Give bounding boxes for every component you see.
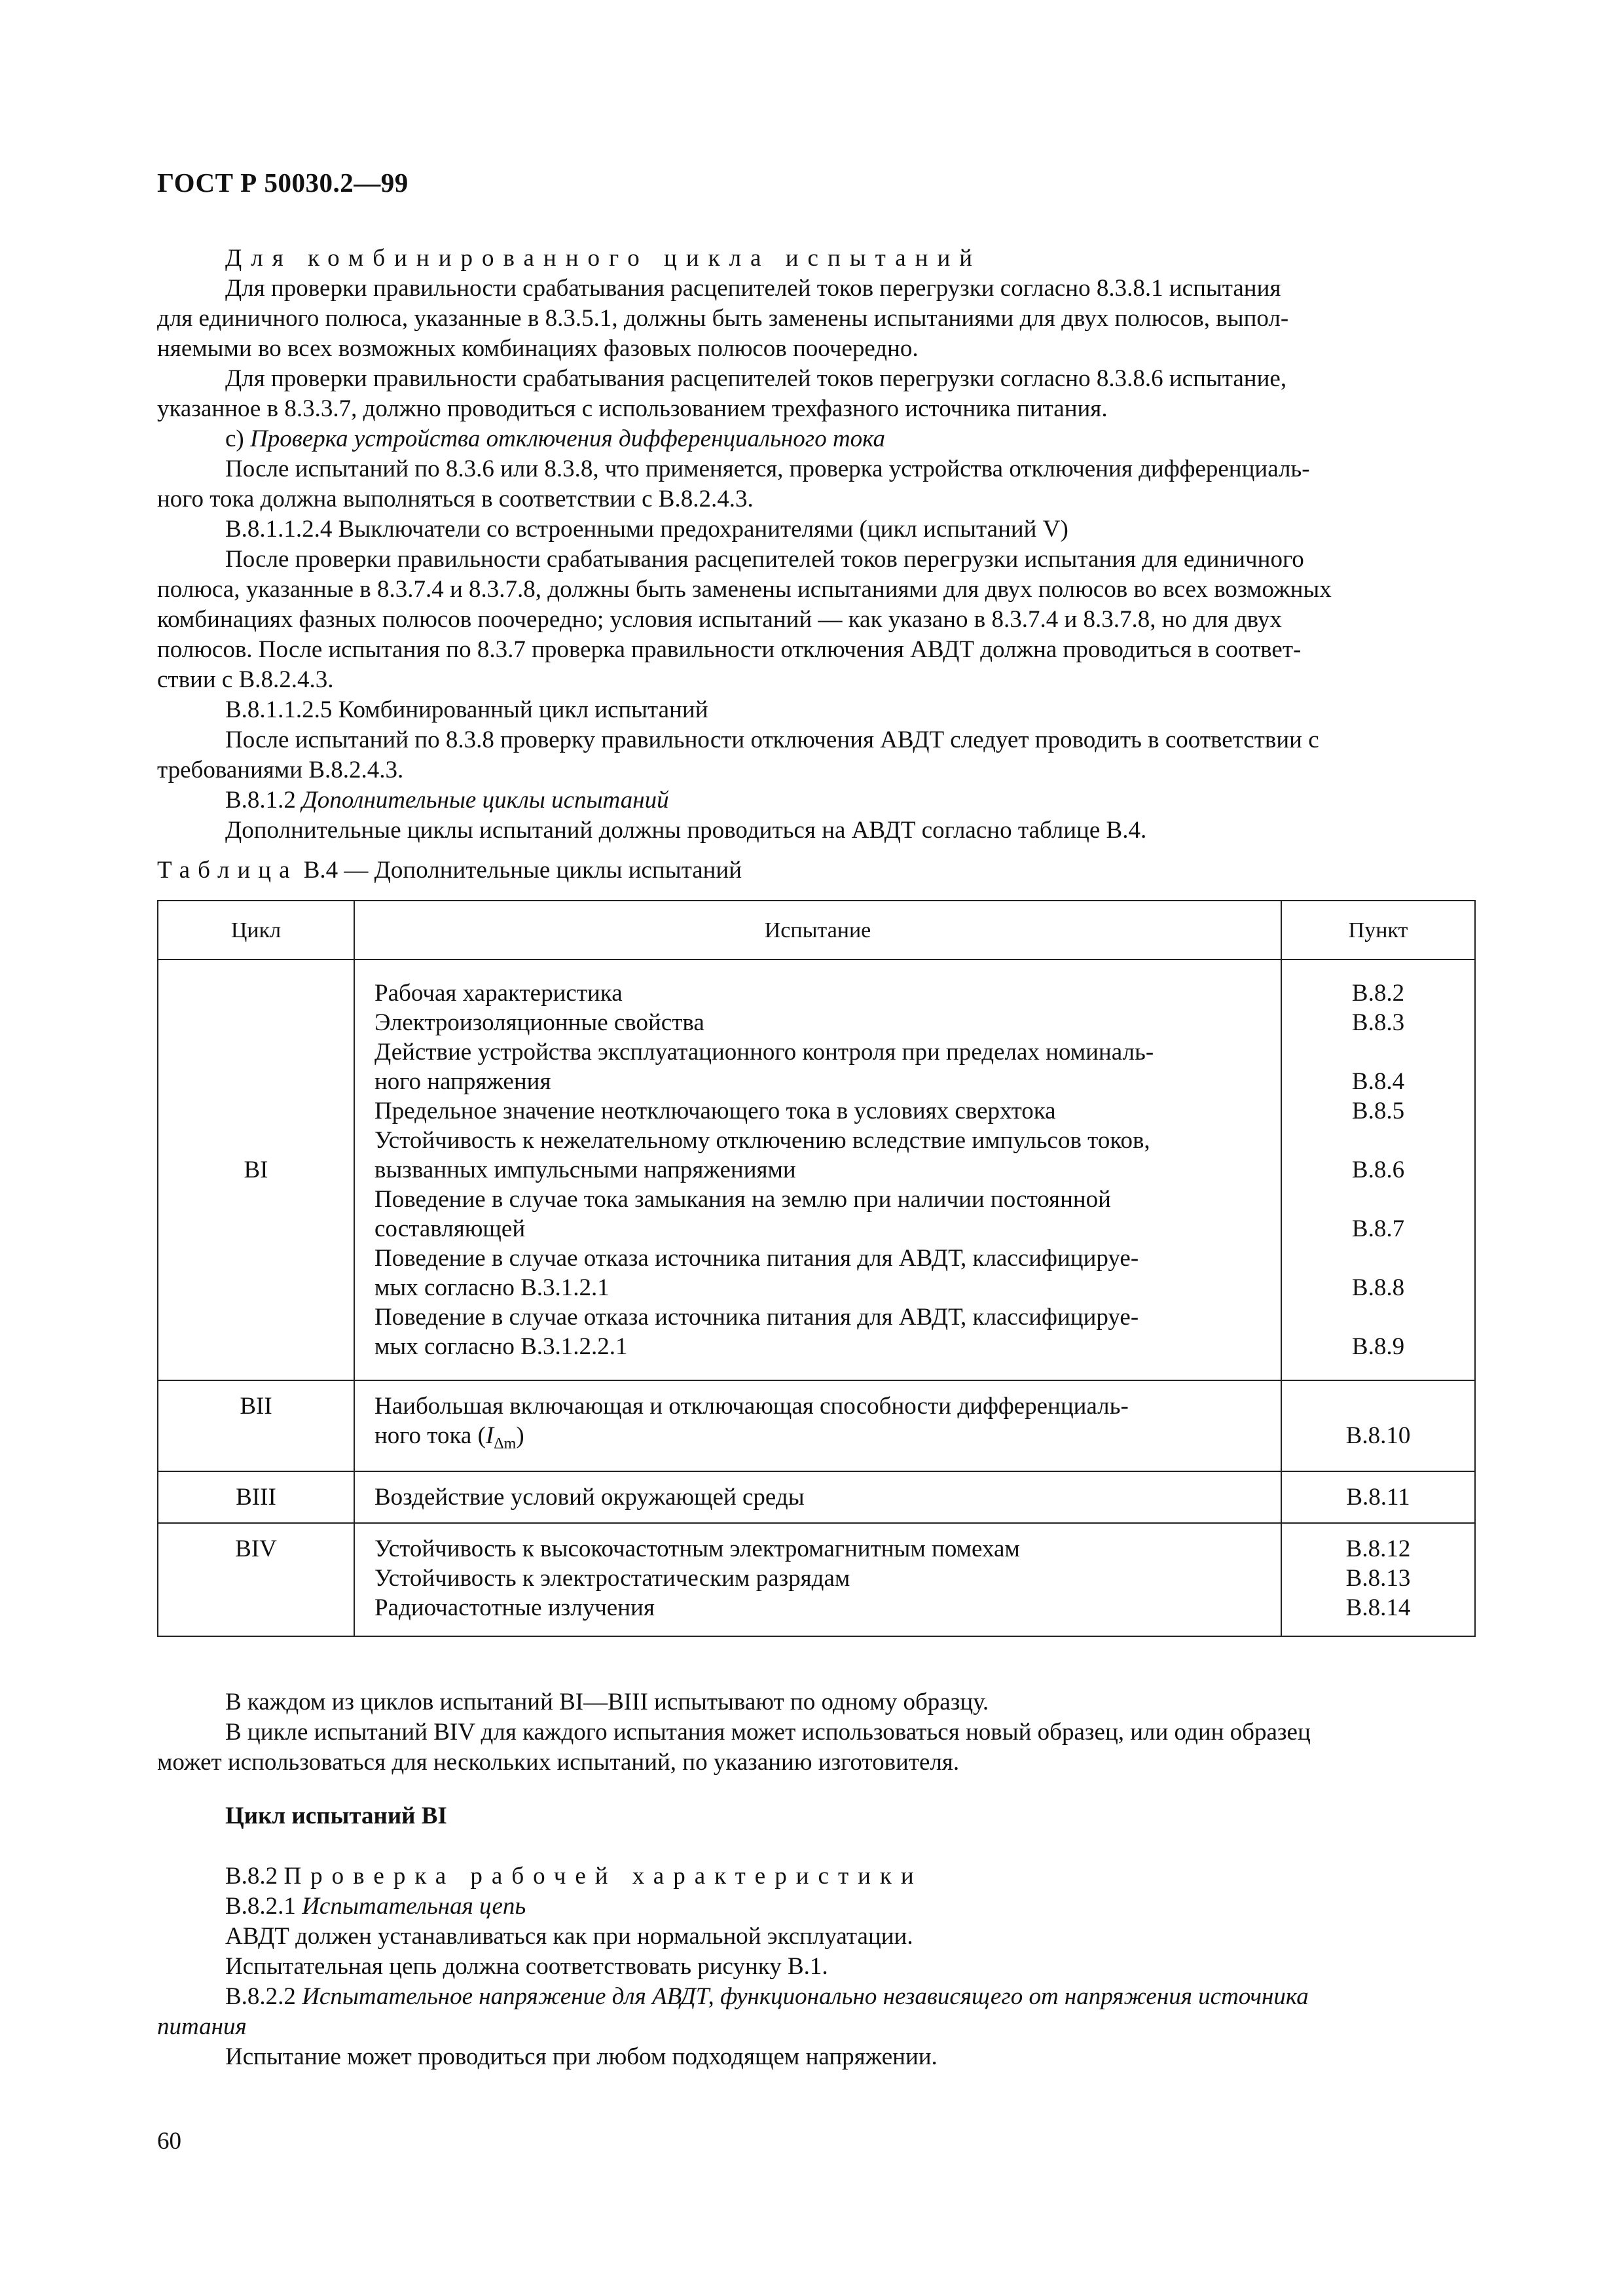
- text-line: питания: [157, 2013, 247, 2040]
- paragraph: АВДТ должен устанавливаться как при нормальной эксплуатации.: [225, 1923, 913, 1950]
- document-header: ГОСТ Р 50030.2—99: [157, 168, 409, 198]
- paragraph: Для проверки правильности срабатывания расцепителей токов перегрузки согласно 8.3.8.6 испытание,: [225, 365, 1287, 392]
- text-line: няемыми во всех возможных комбинациях фазовых полюсов поочередно.: [157, 335, 919, 362]
- header-cycle: Цикл: [158, 901, 354, 960]
- text-line: ного тока должна выполняться в соответствии с В.8.2.4.3.: [157, 486, 754, 512]
- paragraph: Для проверки правильности срабатывания расцепителей токов перегрузки согласно 8.3.8.1 испытания: [225, 275, 1281, 302]
- paragraph: В каждом из циклов испытаний BI—BIII испытывают по одному образцу.: [225, 1689, 989, 1715]
- point-cell: В.8.12 В.8.13 В.8.14: [1281, 1523, 1475, 1636]
- test-cell: Воздействие условий окружающей среды: [354, 1471, 1281, 1523]
- table-row: [158, 1471, 1475, 1523]
- text-line: указанное в 8.3.3.7, должно проводиться с использованием трехфазного источника питания.: [157, 395, 1108, 422]
- cycle-cell: BIV: [158, 1523, 354, 1636]
- table-row: [158, 960, 1475, 1380]
- text-line: комбинациях фазных полюсов поочередно; условия испытаний — как указано в 8.3.7.4 и 8.3.7.8, но для двух: [157, 606, 1282, 633]
- text-line: полюсов. После испытания по 8.3.7 проверка правильности отключения АВДТ должна проводиться в соответ-: [157, 636, 1302, 663]
- text-line: может использоваться для нескольких испытаний, по указанию изготовителя.: [157, 1749, 960, 1776]
- clause-heading: В.8.2 Проверка рабочей характеристики: [225, 1863, 923, 1890]
- point-cell: В.8.10: [1281, 1380, 1475, 1471]
- header-test: Испытание: [354, 901, 1281, 960]
- lower-text: [157, 1687, 1476, 1778]
- spaced-heading: Для комбинированного цикла испытаний: [225, 245, 982, 272]
- point-cell: В.8.11: [1281, 1471, 1475, 1523]
- clause-heading: В.8.2.2 Испытательное напряжение для АВДТ, функционально независящего от напряжения источника: [225, 1983, 1309, 2010]
- section-b82: [157, 1861, 1476, 2072]
- clause-heading: В.8.1.2 Дополнительные циклы испытаний: [225, 787, 669, 814]
- test-cell: Устойчивость к высокочастотным электромагнитным помехам Устойчивость к электростатическим разрядам Радиочастотные излучения: [354, 1523, 1281, 1636]
- cycle-heading-block: [157, 1801, 1476, 1831]
- clause-heading: В.8.1.1.2.4 Выключатели со встроенными предохранителями (цикл испытаний V): [225, 516, 1068, 543]
- table-caption: Таблица В.4 — Дополнительные циклы испытаний: [157, 857, 742, 884]
- cycle-cell: BII: [158, 1380, 354, 1471]
- text-line: ствии с В.8.2.4.3.: [157, 666, 334, 693]
- text-line: для единичного полюса, указанные в 8.3.5.1, должны быть заменены испытаниями для двух полюсов, выпол-: [157, 305, 1289, 332]
- paragraph: В цикле испытаний BIV для каждого испытания может использоваться новый образец, или один образец: [225, 1719, 1311, 1746]
- clause-heading: В.8.1.1.2.5 Комбинированный цикл испытаний: [225, 696, 708, 723]
- table-header-row: [158, 901, 1475, 960]
- cycle-cell: BI: [158, 960, 354, 1380]
- subsection-c: с) Проверка устройства отключения дифференциального тока: [225, 425, 886, 452]
- test-cell: Рабочая характеристика Электроизоляционные свойства Действие устройства эксплуатационного контроля при пределах номиналь- ного напряжения Предельное значение неотключающего тока в условиях сверхтока Устойчивость к нежелательному отключению вследствие импульсов токов, вызванных импульсными напряжениями Поведение в случае тока замыкания на землю при наличии постоянной составляющей Поведение в случае отказа источника питания для АВДТ, классифицируе- мых согласно В.3.1.2.1 Поведение в случае отказа источника питания для АВДТ, классифицируе- мых согласно В.3.1.2.2.1: [354, 960, 1281, 1380]
- table-row: [158, 1523, 1475, 1636]
- table-b4: [157, 900, 1476, 1637]
- paragraph: После испытаний по 8.3.8 проверку правильности отключения АВДТ следует проводить в соответствии с: [225, 726, 1319, 753]
- text-line: требованиями В.8.2.4.3.: [157, 757, 404, 783]
- paragraph: Дополнительные циклы испытаний должны проводиться на АВДТ согласно таблице В.4.: [225, 817, 1147, 844]
- table-row: [158, 1380, 1475, 1471]
- paragraph: Испытательная цепь должна соответствовать рисунку В.1.: [225, 1953, 828, 1980]
- header-point: Пункт: [1281, 901, 1475, 960]
- clause-heading: В.8.2.1 Испытательная цепь: [225, 1893, 526, 1920]
- text-line: полюса, указанные в 8.3.7.4 и 8.3.7.8, должны быть заменены испытаниями для двух полюсов во всех возможных: [157, 576, 1332, 603]
- paragraph: После испытаний по 8.3.6 или 8.3.8, что применяется, проверка устройства отключения дифференциаль-: [225, 456, 1310, 482]
- paragraph: После проверки правильности срабатывания расцепителей токов перегрузки испытания для единичного: [225, 546, 1304, 573]
- paragraph: Испытание может проводиться при любом подходящем напряжении.: [225, 2043, 938, 2070]
- upper-text: [157, 243, 1476, 846]
- cycle-cell: BIII: [158, 1471, 354, 1523]
- test-cell: Наибольшая включающая и отключающая способности дифференциаль- ного тока $(I_{\Delta m})$: [354, 1380, 1281, 1471]
- point-cell: В.8.2 В.8.3 В.8.4 В.8.5 В.8.6 В.8.7 В.8.8 В.8.9: [1281, 960, 1475, 1380]
- cycle-heading: Цикл испытаний BI: [225, 1803, 447, 1829]
- page-number: 60: [157, 2128, 181, 2155]
